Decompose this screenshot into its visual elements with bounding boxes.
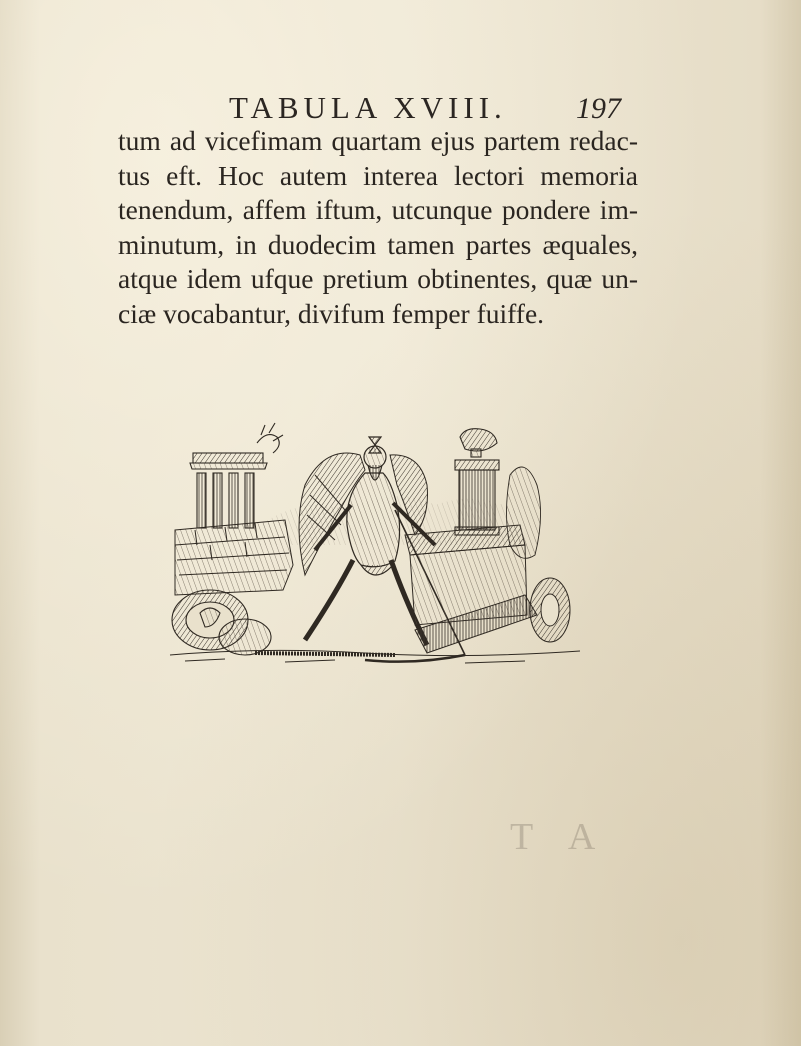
engraving-vignette (165, 415, 585, 670)
text-line: atque idem ufque pretium obtinentes, quæ un- (118, 263, 638, 294)
text-line: minutum, in duodecim tamen partes æquales, (118, 228, 638, 260)
text-line: tus eft. Hoc autem interea lectori memoria (118, 159, 638, 191)
body-text (118, 124, 638, 331)
running-title: TABULA XVIII. (229, 90, 507, 125)
text-line: tenendum, affem iftum, utcunque pondere im- (118, 194, 638, 225)
foliage (507, 467, 541, 558)
bleed-through-text: T A (510, 816, 610, 858)
broken-wall (175, 520, 293, 595)
text-line: ciæ vocabantur, divifum femper fuiffe. (118, 297, 545, 329)
page-number: 197 (576, 92, 621, 125)
urn-pedestal (455, 429, 499, 535)
ruined-temple (190, 423, 283, 528)
page-header (229, 88, 621, 128)
text-line: tum ad vicefimam quartam ejus partem redac- (118, 125, 638, 156)
fallen-medallion (172, 590, 271, 655)
